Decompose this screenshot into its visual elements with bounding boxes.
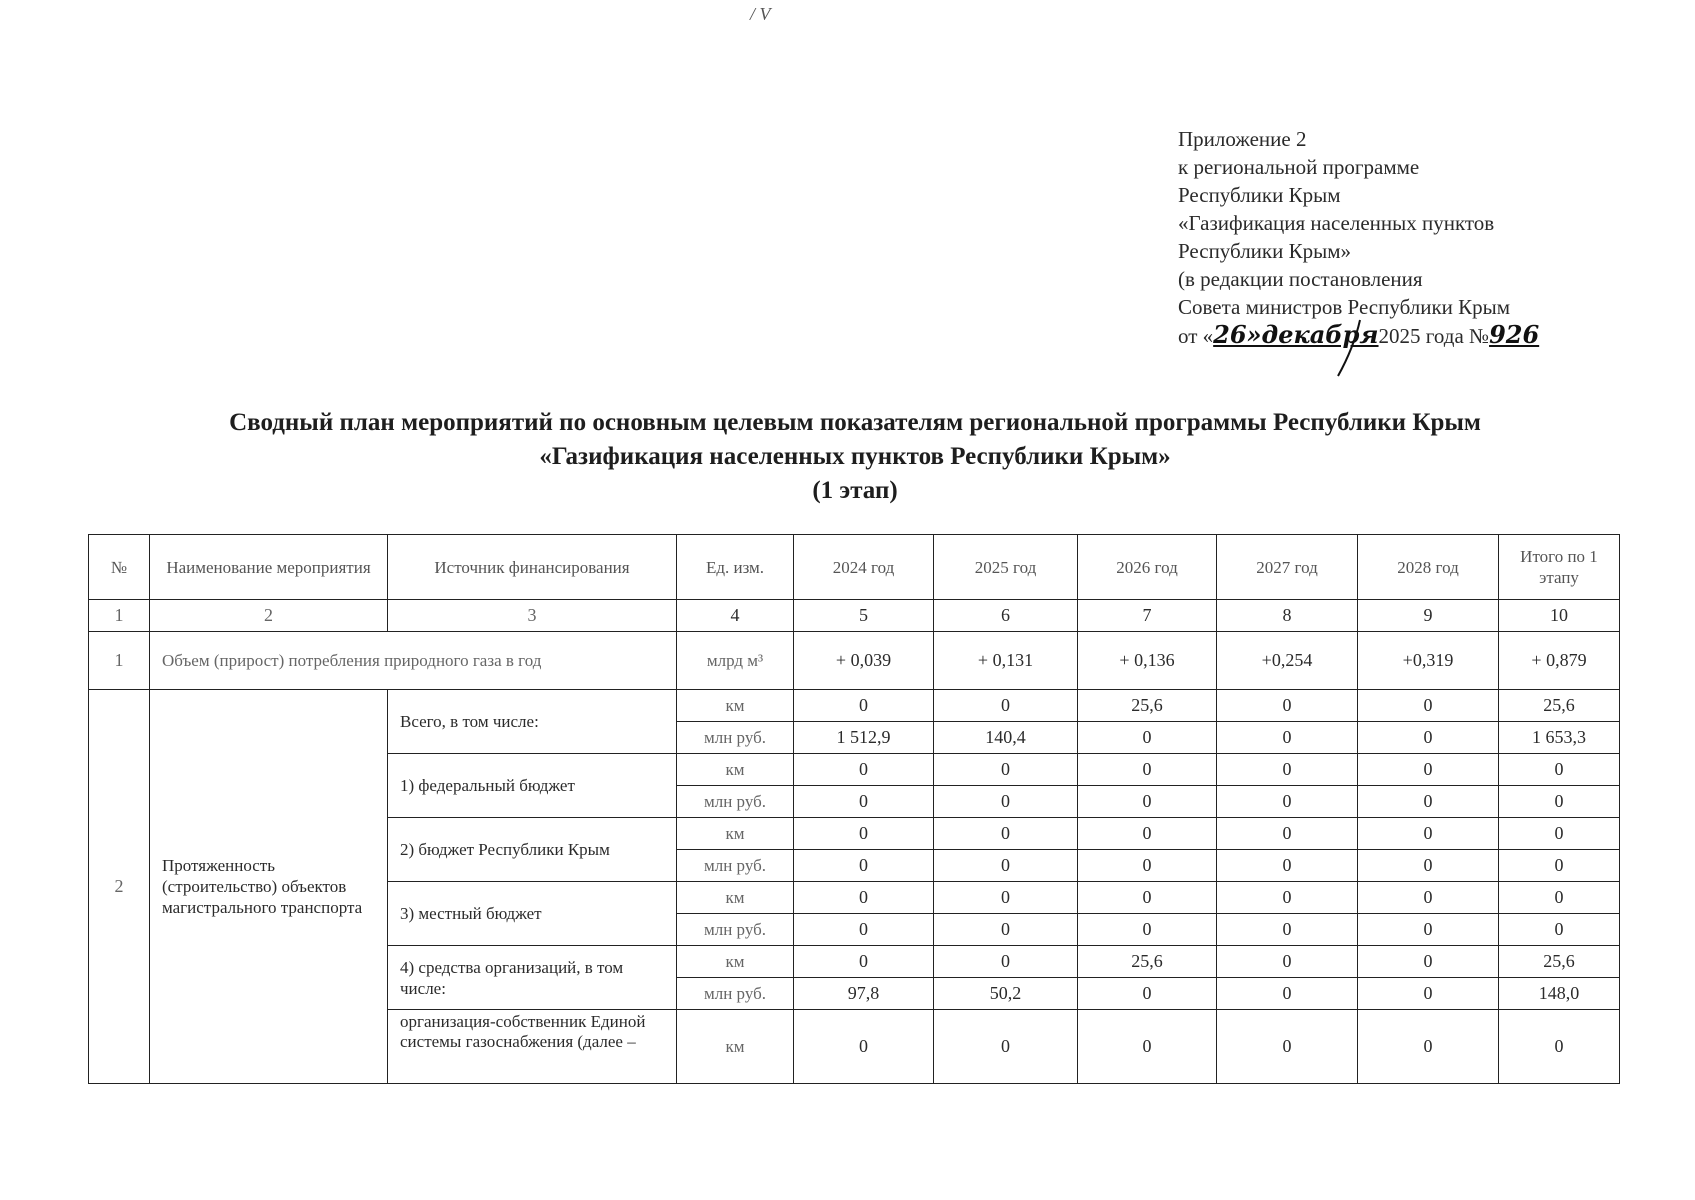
value-cell: 0 [1358,850,1499,882]
unit-cell: млн руб. [677,914,794,946]
value-cell: 0 [1499,754,1620,786]
handwritten-date: 26»декабря [1213,320,1379,349]
value-cell: 25,6 [1078,946,1217,978]
value-cell: 0 [934,754,1078,786]
value-cell: 0 [1078,1010,1217,1084]
funding-source: 4) средства организаций, в том числе: [388,946,677,1010]
value-cell: 0 [794,818,934,850]
value-cell: 0 [794,882,934,914]
funding-source: 2) бюджет Республики Крым [388,818,677,882]
value-cell: 0 [1078,722,1217,754]
row-number: 2 [89,690,150,1084]
value-cell: 0 [794,946,934,978]
value-cell: 0 [1078,978,1217,1010]
value-cell: 0 [794,850,934,882]
appendix-line: Совета министров Республики Крым [1178,295,1511,319]
index-cell: 7 [1078,600,1217,632]
value-cell: 0 [1217,850,1358,882]
index-cell: 6 [934,600,1078,632]
value-cell: 0 [1078,882,1217,914]
unit-cell: млн руб. [677,850,794,882]
value-cell: + 0,136 [1078,632,1217,690]
value-cell: 0 [1358,722,1499,754]
funding-source: 1) федеральный бюджет [388,754,677,818]
table-row [89,632,1620,690]
value-cell: 97,8 [794,978,934,1010]
unit-cell: млрд м³ [677,632,794,690]
unit-cell: млн руб. [677,978,794,1010]
value-cell: + 0,039 [794,632,934,690]
table-row [89,690,1620,722]
header-no: № [89,535,150,600]
funding-source: Всего, в том числе: [388,690,677,754]
header-2025: 2025 год [934,535,1078,600]
value-cell: 0 [1217,882,1358,914]
value-cell: 0 [1499,882,1620,914]
index-cell: 8 [1217,600,1358,632]
header-name: Наименование мероприятия [150,535,388,600]
handwritten-number: 926 [1489,320,1540,349]
value-cell: +0,319 [1358,632,1499,690]
value-cell: 0 [1499,1010,1620,1084]
unit-cell: км [677,882,794,914]
value-cell: 0 [1217,690,1358,722]
value-cell: 0 [1217,914,1358,946]
value-cell: 0 [794,690,934,722]
date-suffix: 2025 года № [1378,324,1490,348]
value-cell: +0,254 [1217,632,1358,690]
unit-cell: км [677,690,794,722]
date-prefix: от « [1178,324,1214,348]
index-cell: 10 [1499,600,1620,632]
page-number-mark: / V [750,4,771,24]
value-cell: 0 [1078,818,1217,850]
value-cell: 1 653,3 [1499,722,1620,754]
value-cell: 0 [1358,978,1499,1010]
value-cell: 0 [1217,754,1358,786]
value-cell: 0 [794,1010,934,1084]
appendix-line: Республики Крым» [1178,239,1352,263]
activity-name: Объем (прирост) потребления природного газа в год [150,632,677,690]
column-index-row [89,600,1620,632]
value-cell: 0 [1078,786,1217,818]
header-source: Источник финансирования [388,535,677,600]
header-unit: Ед. изм. [677,535,794,600]
index-cell: 3 [388,600,677,632]
summary-plan-table [88,534,1620,1084]
value-cell: 25,6 [1499,946,1620,978]
table-header-row [89,535,1620,600]
value-cell: 0 [1358,882,1499,914]
appendix-line: (в редакции постановления [1178,267,1423,291]
header-2026: 2026 год [1078,535,1217,600]
index-cell: 2 [150,600,388,632]
value-cell: 0 [1499,818,1620,850]
header-total: Итого по 1 этапу [1499,535,1620,600]
title-line-2: «Газификация населенных пунктов Республики Крым» [539,443,1171,470]
appendix-line: Приложение 2 [1178,127,1307,151]
title-line-3: (1 этап) [812,477,898,504]
value-cell: 1 512,9 [794,722,934,754]
value-cell: 0 [1358,754,1499,786]
value-cell: 0 [1217,946,1358,978]
value-cell: 0 [1499,914,1620,946]
value-cell: 0 [1499,850,1620,882]
value-cell: 0 [934,786,1078,818]
index-cell: 9 [1358,600,1499,632]
unit-cell: км [677,1010,794,1084]
value-cell: 0 [1078,754,1217,786]
value-cell: + 0,131 [934,632,1078,690]
value-cell: 0 [1358,914,1499,946]
funding-source: 3) местный бюджет [388,882,677,946]
unit-cell: млн руб. [677,786,794,818]
value-cell: 25,6 [1499,690,1620,722]
header-2027: 2027 год [1217,535,1358,600]
value-cell: 0 [934,914,1078,946]
value-cell: 50,2 [934,978,1078,1010]
value-cell: 0 [1217,1010,1358,1084]
value-cell: 0 [1078,914,1217,946]
appendix-line: к региональной программе [1178,155,1420,179]
value-cell: 0 [794,754,934,786]
header-2024: 2024 год [794,535,934,600]
header-2028: 2028 год [1358,535,1499,600]
value-cell: 0 [934,850,1078,882]
value-cell: 0 [1217,722,1358,754]
value-cell: 0 [1217,818,1358,850]
signature-stroke-icon [1330,318,1370,378]
unit-cell: км [677,818,794,850]
value-cell: 0 [1217,978,1358,1010]
value-cell: 0 [1499,786,1620,818]
value-cell: 0 [934,818,1078,850]
appendix-line: «Газификация населенных пунктов [1178,211,1495,235]
value-cell: 0 [1078,850,1217,882]
value-cell: 25,6 [1078,690,1217,722]
value-cell: 0 [934,1010,1078,1084]
value-cell: 0 [1358,1010,1499,1084]
value-cell: 0 [1358,818,1499,850]
row-number: 1 [89,632,150,690]
value-cell: 0 [794,914,934,946]
unit-cell: млн руб. [677,722,794,754]
value-cell: 140,4 [934,722,1078,754]
index-cell: 4 [677,600,794,632]
appendix-block [1178,125,1539,350]
value-cell: 0 [1217,786,1358,818]
value-cell: + 0,879 [1499,632,1620,690]
activity-name: Протяженность (строительство) объектов магистрального транспорта [150,690,388,1084]
value-cell: 0 [1358,690,1499,722]
title-line-1: Сводный план мероприятий по основным целевым показателям региональной программы Республики Крым [229,409,1481,436]
value-cell: 0 [934,882,1078,914]
unit-cell: км [677,946,794,978]
value-cell: 0 [794,786,934,818]
value-cell: 0 [1358,946,1499,978]
value-cell: 0 [1358,786,1499,818]
value-cell: 0 [934,690,1078,722]
funding-source: организация-собственник Единой системы газоснабжения (далее – [388,1010,677,1084]
index-cell: 5 [794,600,934,632]
appendix-line: Республики Крым [1178,183,1341,207]
index-cell: 1 [89,600,150,632]
document-title [0,406,1695,508]
value-cell: 0 [934,946,1078,978]
value-cell: 148,0 [1499,978,1620,1010]
unit-cell: км [677,754,794,786]
